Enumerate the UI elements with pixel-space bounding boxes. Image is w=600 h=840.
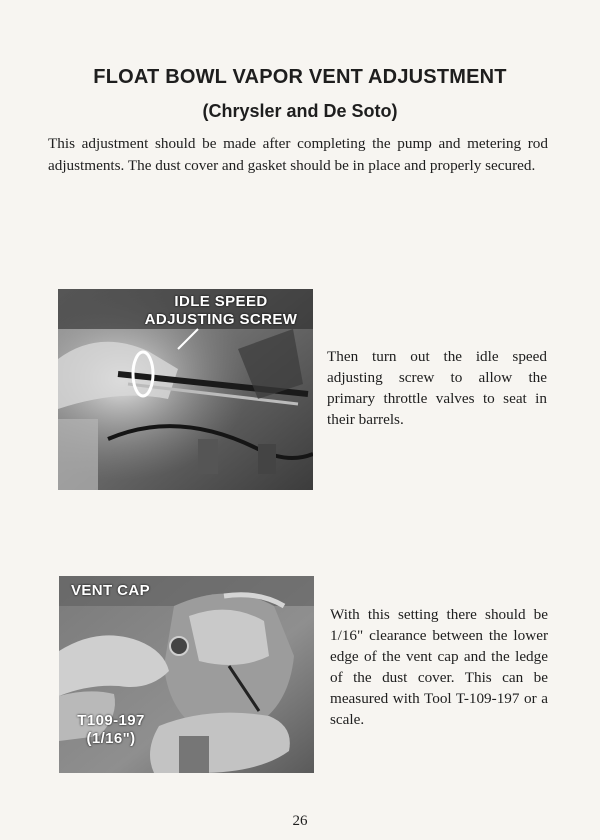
tool-label-line-2: (1/16") (86, 730, 136, 747)
vent-cap-label: VENT CAP (71, 582, 151, 599)
vent-cap-photo (59, 576, 314, 773)
page-number: 26 (292, 813, 308, 829)
vent-cap-instruction: With this setting there should be 1/16" clearance between the lower edge of the vent cap and the ledge of the dust cover. This can be measured with Tool T-109-197 or a scale. (330, 606, 548, 728)
idle-screw-instruction: Then turn out the idle speed adjusting screw to allow the primary throttle valves to seat in their barrels. (327, 348, 547, 428)
intro-paragraph: This adjustment should be made after completing the pump and metering rod adjustments. The dust cover and gasket should be in place and properly secured. (48, 135, 548, 174)
page-subtitle: (Chrysler and De Soto) (202, 101, 398, 121)
idle-label-line-2: ADJUSTING SCREW (144, 311, 298, 328)
idle-speed-screw-photo (58, 289, 313, 490)
page-title: FLOAT BOWL VAPOR VENT ADJUSTMENT (93, 66, 507, 88)
tool-label (71, 712, 151, 748)
idle-label-line-1: IDLE SPEED (174, 293, 268, 310)
idle-speed-screw-label (135, 293, 307, 329)
tool-label-line-1: T109-197 (77, 712, 145, 729)
